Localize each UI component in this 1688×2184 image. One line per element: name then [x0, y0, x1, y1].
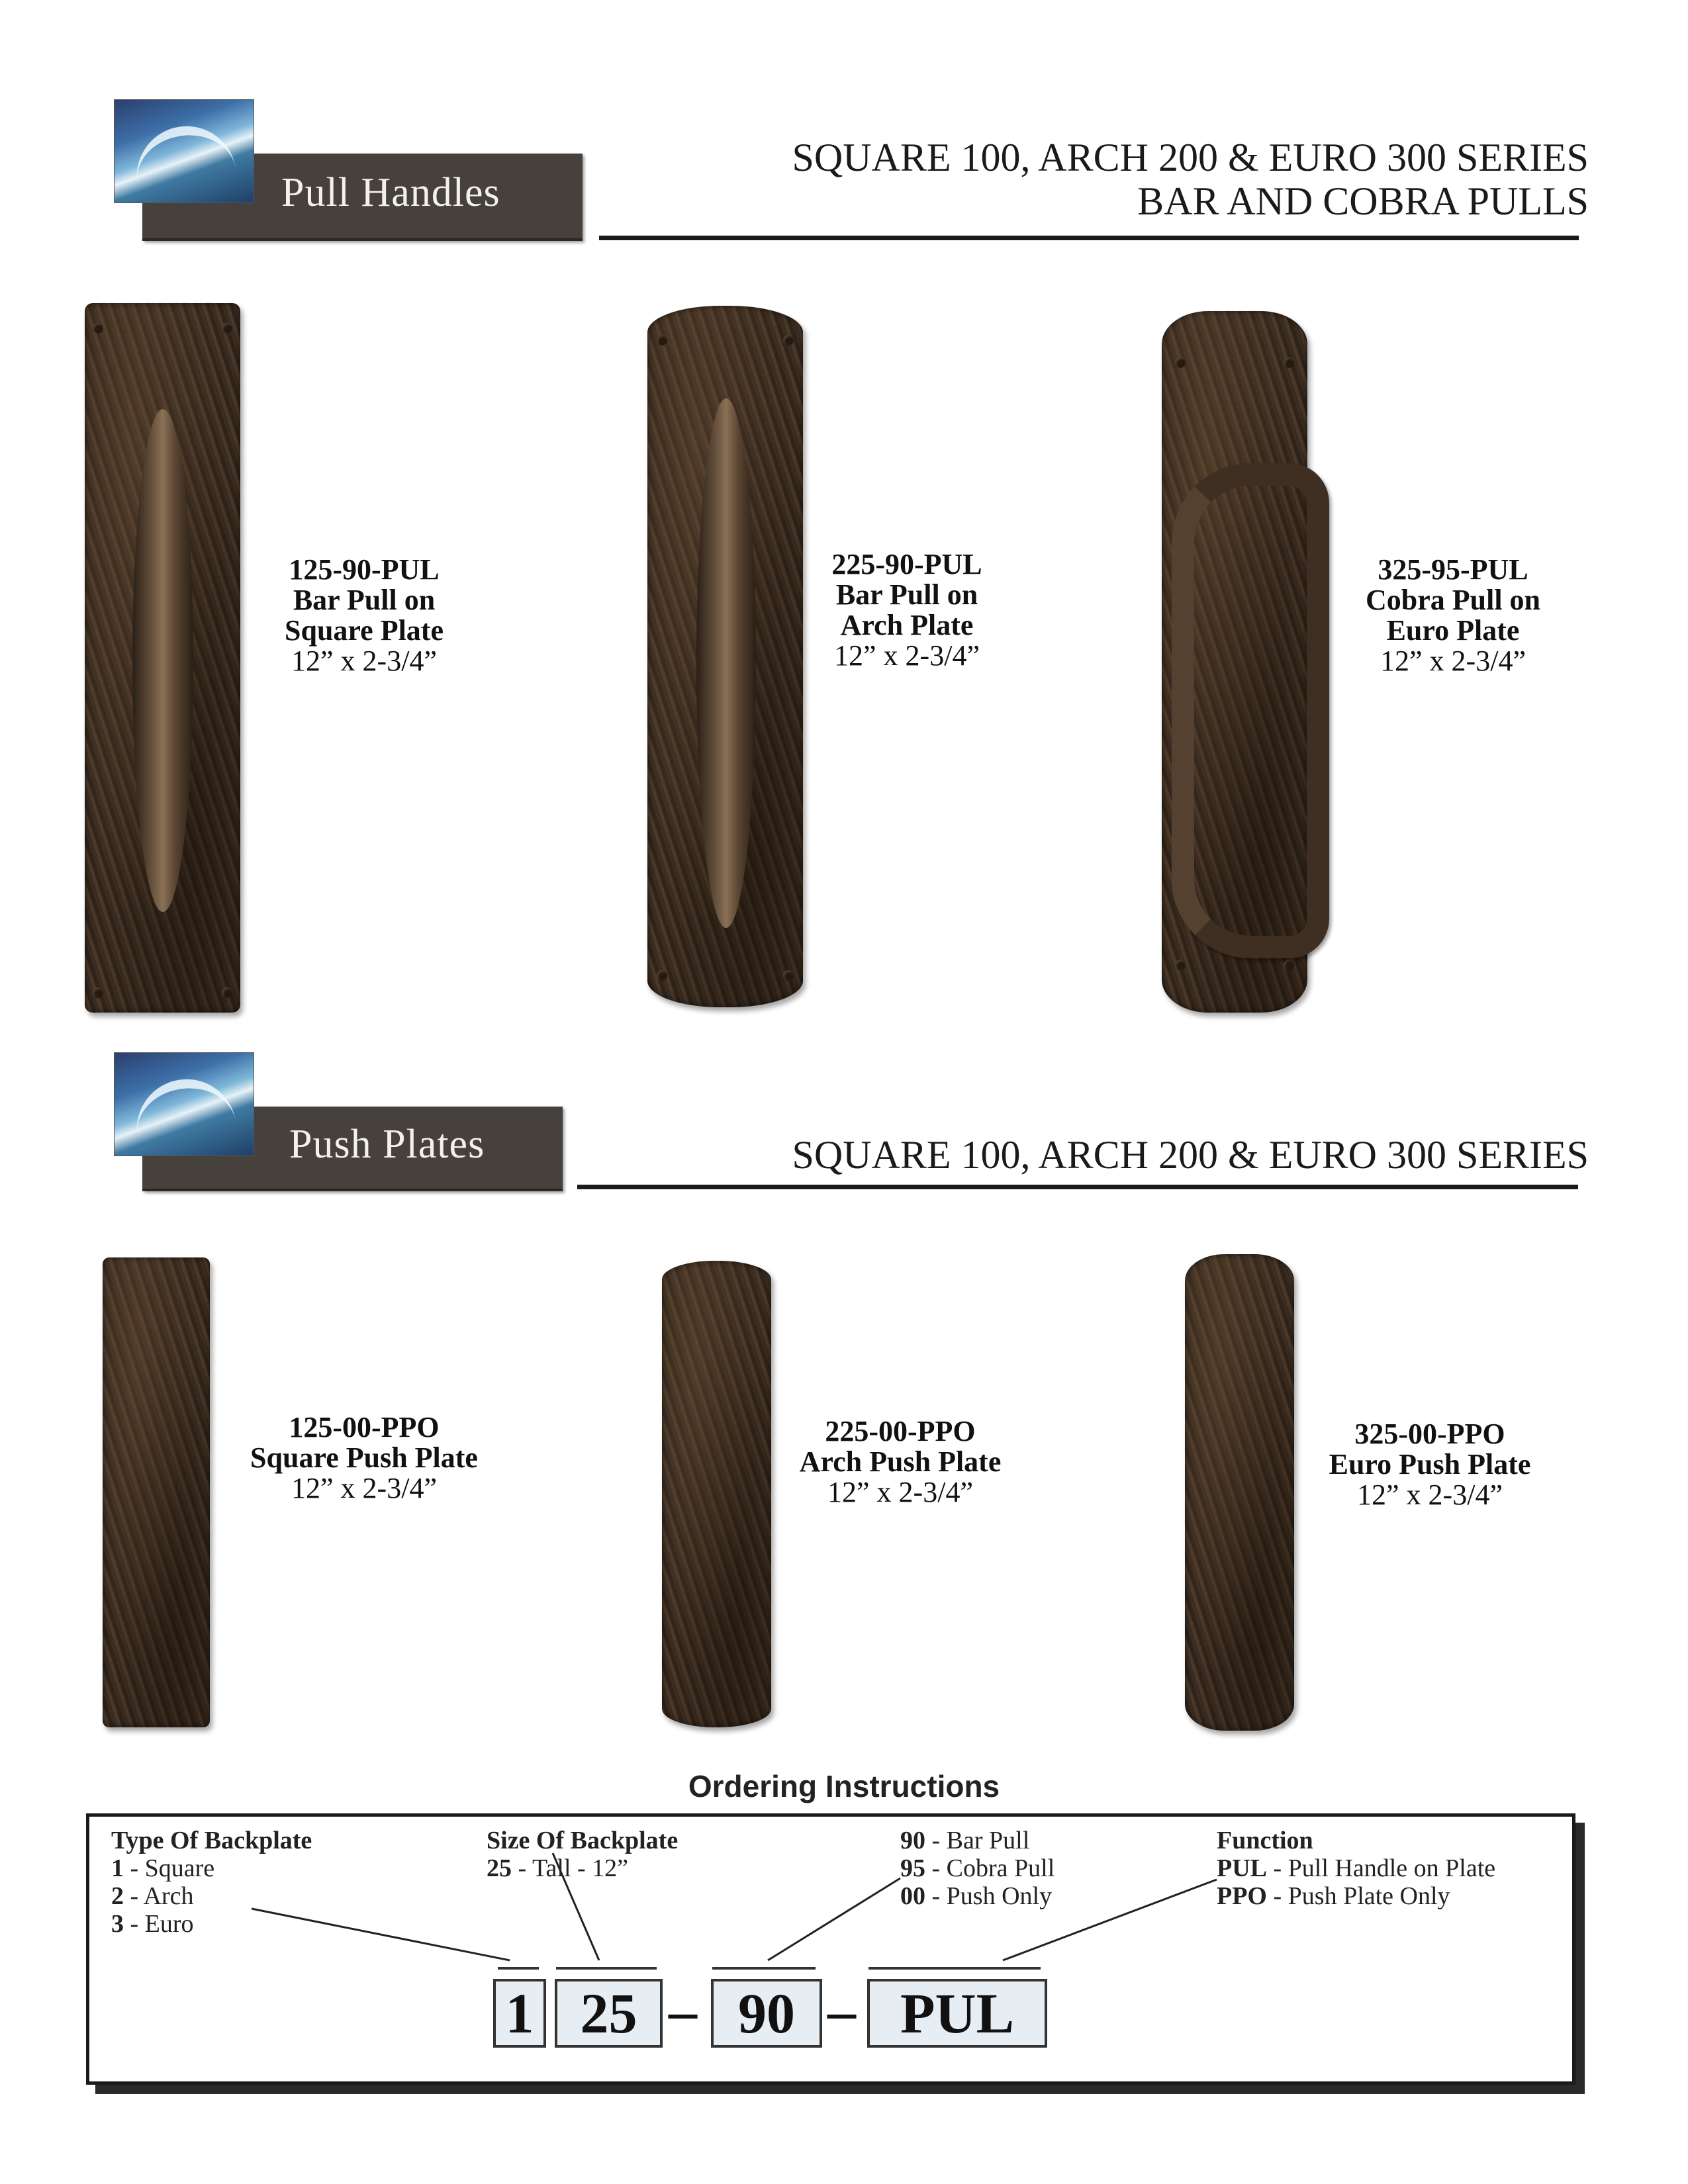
product-code: 325-95-PUL: [1378, 553, 1528, 586]
pull-series-heading-line2: BAR AND COBRA PULLS: [1137, 179, 1589, 223]
code-separator: –: [669, 1979, 697, 2042]
product-dims: 12” x 2-3/4”: [291, 645, 437, 677]
product-name-1: Cobra Pull on: [1365, 584, 1541, 616]
product-name-2: Euro Plate: [1386, 614, 1520, 647]
product-dims: 12” x 2-3/4”: [1357, 1479, 1503, 1511]
product-code: 225-90-PUL: [831, 548, 982, 580]
product-name: Arch Push Plate: [799, 1445, 1002, 1478]
push-series-heading: SQUARE 100, ARCH 200 & EURO 300 SERIES: [792, 1133, 1589, 1177]
option-row: 95 - Cobra Pull: [900, 1854, 1055, 1882]
product-name-1: Bar Pull on: [293, 584, 436, 616]
product-code: 225-00-PPO: [825, 1415, 976, 1447]
pull-series-heading-line1: SQUARE 100, ARCH 200 & EURO 300 SERIES: [792, 136, 1589, 179]
product-code: 325-00-PPO: [1354, 1418, 1505, 1450]
product-code: 125-00-PPO: [289, 1411, 440, 1443]
option-row: PPO - Push Plate Only: [1217, 1882, 1450, 1910]
code-underline: [498, 1967, 539, 1970]
code-separator: –: [827, 1979, 856, 2042]
option-row: 90 - Bar Pull: [900, 1827, 1030, 1854]
option-row: 25 - Tall - 12”: [487, 1854, 629, 1882]
code-underline: [556, 1967, 657, 1970]
product-dims: 12” x 2-3/4”: [834, 639, 980, 672]
code-underline: [868, 1967, 1041, 1970]
option-row: 2 - Arch: [111, 1882, 194, 1910]
product-name-2: Square Plate: [285, 614, 444, 647]
ordering-title: Ordering Instructions: [688, 1769, 1000, 1803]
product-dims: 12” x 2-3/4”: [291, 1472, 437, 1504]
option-row: 3 - Euro: [111, 1910, 194, 1938]
product-name-2: Arch Plate: [840, 609, 974, 641]
function-heading: Function: [1217, 1827, 1313, 1854]
code-digit-type: 1: [493, 1979, 546, 2048]
code-digit-function: PUL: [867, 1979, 1047, 2048]
option-row: 1 - Square: [111, 1854, 215, 1882]
push-plates-banner-title: Push Plates: [289, 1122, 485, 1167]
product-name-1: Bar Pull on: [835, 578, 978, 611]
code-digit-size: 25: [555, 1979, 663, 2048]
product-name: Euro Push Plate: [1329, 1448, 1531, 1480]
option-row: PUL - Pull Handle on Plate: [1217, 1854, 1496, 1882]
product-dims: 12” x 2-3/4”: [827, 1476, 973, 1508]
backplate-size-heading: Size Of Backplate: [487, 1827, 679, 1854]
product-code: 125-90-PUL: [289, 553, 440, 586]
product-name: Square Push Plate: [250, 1441, 478, 1474]
backplate-type-heading: Type Of Backplate: [111, 1827, 312, 1854]
code-digit-style: 90: [711, 1979, 822, 2048]
product-dims: 12” x 2-3/4”: [1380, 645, 1526, 677]
pull-handles-banner-title: Pull Handles: [281, 170, 500, 215]
code-underline: [712, 1967, 816, 1970]
option-row: 00 - Push Only: [900, 1882, 1053, 1910]
